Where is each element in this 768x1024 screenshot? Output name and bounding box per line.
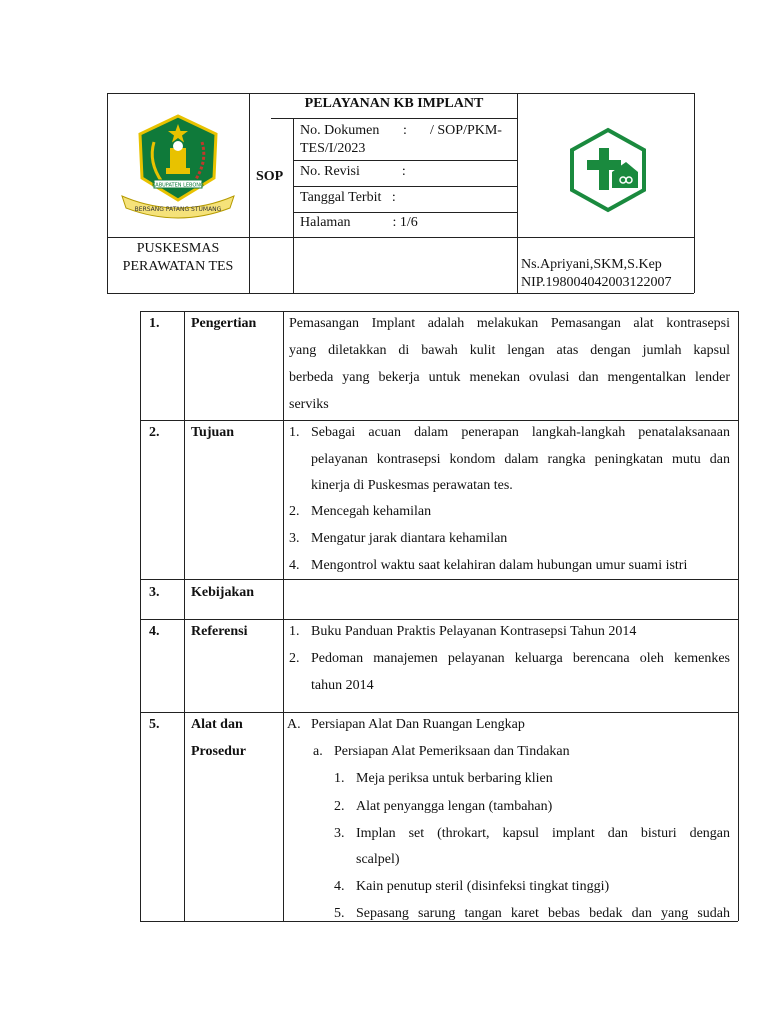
row1-text-line: serviks xyxy=(289,397,329,412)
row2-label: Tujuan xyxy=(191,425,235,440)
row5-label-line1: Alat dan xyxy=(191,717,243,732)
row2-number: 2. xyxy=(149,425,160,440)
row4-item-number: 2. xyxy=(289,651,300,666)
row5-item-number: 1. xyxy=(334,771,345,786)
row4-item-line: tahun 2014 xyxy=(311,678,374,693)
row5-item-number: 4. xyxy=(334,879,345,894)
halaman: Halaman : 1/6 xyxy=(300,215,418,230)
row2-item-line: Mengontrol waktu saat kelahiran dalam hubungan umur suami istri xyxy=(311,558,688,573)
signer-nip: NIP.198004042003122007 xyxy=(521,275,672,290)
row5-number: 5. xyxy=(149,717,160,732)
signer-name: Ns.Apriyani,SKM,S.Kep xyxy=(521,257,662,272)
row2-item-number: 4. xyxy=(289,558,300,573)
regency-logo xyxy=(118,112,238,224)
no-dokumen-label: No. Dokumen xyxy=(300,123,380,138)
row2-item-line: Sebagai acuan dalam penerapan langkah-langkah penatalaksanaan xyxy=(311,425,730,440)
row2-item-line: Mencegah kehamilan xyxy=(311,504,432,519)
row1-text-line: Pemasangan Implant adalah melakukan Pemasangan alat kontrasepsi xyxy=(289,316,730,331)
row2-item-line: kinerja di Puskesmas perawatan tes. xyxy=(311,478,513,493)
row4-number: 4. xyxy=(149,624,160,639)
row2-item-number: 2. xyxy=(289,504,300,519)
row5-item-line: Implan set (throkart, kapsul implant dan bisturi dengan xyxy=(356,826,730,841)
row5-item-line: Alat penyangga lengan (tambahan) xyxy=(356,799,553,814)
row1-text-line: berbeda yang bekerja untuk menekan ovulasi dan mengentalkan lender xyxy=(289,370,730,385)
row5-item-line: Kain penutup steril (disinfeksi tingkat tinggi) xyxy=(356,879,610,894)
puskesmas-cross-house-icon xyxy=(568,126,648,214)
row4-item-line: Pedoman manajemen pelayanan keluarga berencana oleh kemenkes xyxy=(311,651,730,666)
svg-text:BERSANG PATANG STUMANG: BERSANG PATANG STUMANG xyxy=(134,206,222,213)
row3-number: 3. xyxy=(149,585,160,600)
svg-text:KABUPATEN LEBONG: KABUPATEN LEBONG xyxy=(152,182,204,189)
row5-label-line2: Prosedur xyxy=(191,744,246,759)
no-dokumen-value: / SOP/PKM- xyxy=(430,123,502,138)
row5-item-line: scalpel) xyxy=(356,852,400,867)
no-revisi: No. Revisi : xyxy=(300,164,406,179)
row5-subsection-title: Persiapan Alat Pemeriksaan dan Tindakan xyxy=(334,744,570,759)
sop-label: SOP xyxy=(256,169,284,184)
row2-item-line: Mengatur jarak diantara kehamilan xyxy=(311,531,508,546)
row2-item-number: 3. xyxy=(289,531,300,546)
row5-item-number: 5. xyxy=(334,906,345,921)
puskesmas-name-line2: PERAWATAN TES xyxy=(122,259,234,274)
row1-label: Pengertian xyxy=(191,316,257,331)
row2-item-number: 1. xyxy=(289,425,300,440)
puskesmas-logo xyxy=(568,126,648,214)
row2-item-line: pelayanan kontrasepsi kondom dalam rangka peningkatan mutu dan xyxy=(311,452,730,467)
sop-title: PELAYANAN KB IMPLANT xyxy=(304,96,484,111)
row3-label: Kebijakan xyxy=(191,585,255,600)
regency-emblem-icon xyxy=(118,112,238,224)
row1-text-line: yang diletakkan di bawah kulit lengan atas dengan jumlah kapsul xyxy=(289,343,730,358)
row5-item-number: 3. xyxy=(334,826,345,841)
row5-subsection-letter: a. xyxy=(313,744,323,759)
row4-item-line: Buku Panduan Praktis Pelayanan Kontrasepsi Tahun 2014 xyxy=(311,624,637,639)
row5-item-number: 2. xyxy=(334,799,345,814)
row5-item-line: Meja periksa untuk berbaring klien xyxy=(356,771,553,786)
row5-item-line: Sepasang sarung tangan karet bebas bedak dan yang sudah xyxy=(356,906,730,921)
no-dokumen-colon: : xyxy=(403,123,407,138)
row4-item-number: 1. xyxy=(289,624,300,639)
row5-section-title: Persiapan Alat Dan Ruangan Lengkap xyxy=(311,717,525,732)
row4-label: Referensi xyxy=(191,624,248,639)
row5-section-letter: A. xyxy=(287,717,301,732)
puskesmas-name-line1: PUSKESMAS xyxy=(136,241,220,256)
no-dokumen-value-cont: TES/I/2023 xyxy=(300,141,366,156)
row1-number: 1. xyxy=(149,316,160,331)
tanggal-terbit: Tanggal Terbit : xyxy=(300,190,396,205)
